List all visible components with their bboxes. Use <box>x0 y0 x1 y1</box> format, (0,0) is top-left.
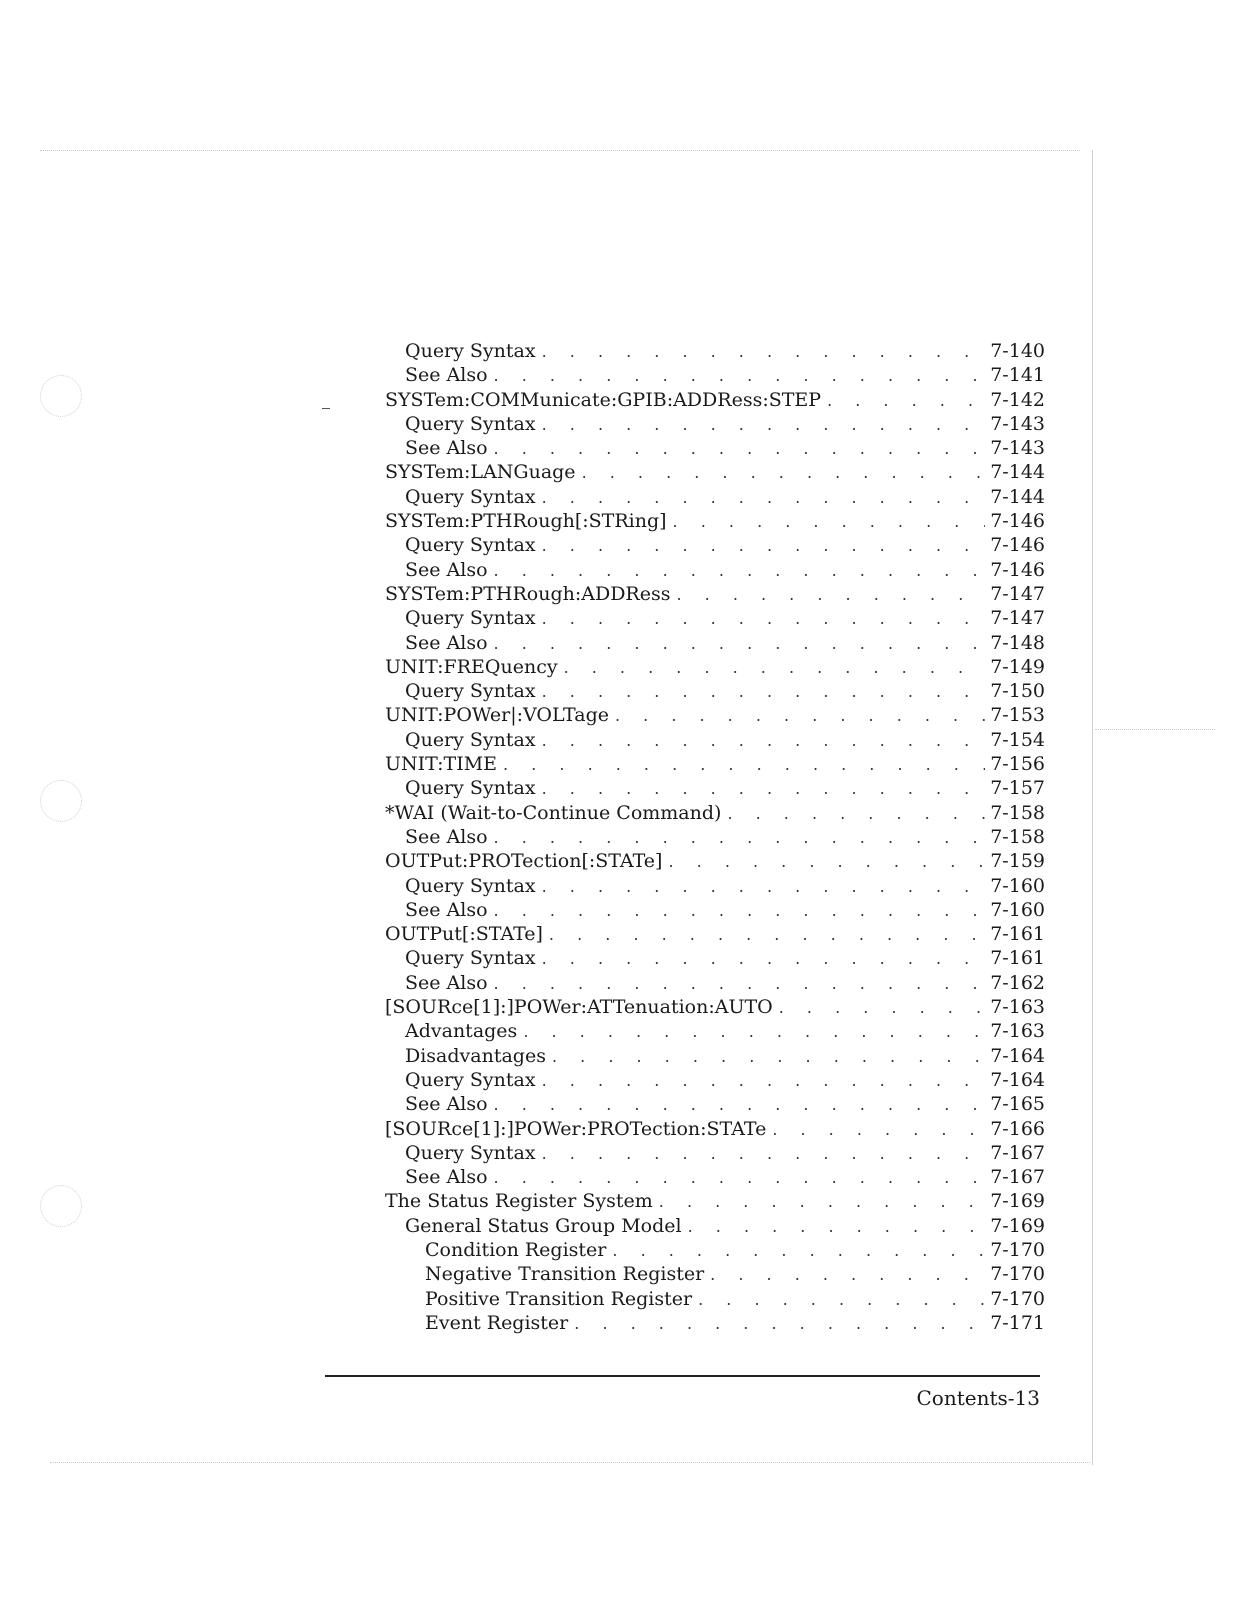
toc-dot-leader <box>549 923 985 947</box>
toc-entry-page: 7-147 <box>990 582 1045 605</box>
toc-entry-title: Disadvantages <box>405 1044 546 1067</box>
toc-entry[interactable] <box>385 874 1045 898</box>
toc-entry-title: UNIT:POWer|:VOLTage <box>385 704 609 727</box>
toc-entry[interactable] <box>385 388 1045 412</box>
scan-side-tick <box>1095 729 1215 730</box>
toc-entry-title: Query Syntax <box>405 680 536 703</box>
toc-entry-page: 7-141 <box>990 364 1045 387</box>
toc-entry-page: 7-159 <box>990 850 1045 873</box>
toc-dot-leader <box>542 777 985 801</box>
toc-entry[interactable] <box>385 825 1045 849</box>
toc-entry-page: 7-143 <box>990 437 1045 460</box>
toc-entry-title: UNIT:FREQuency <box>385 655 558 678</box>
toc-entry-page: 7-149 <box>990 655 1045 678</box>
toc-entry[interactable] <box>385 776 1045 800</box>
toc-dot-leader <box>668 850 985 874</box>
toc-entry-title: See Also <box>405 825 488 848</box>
toc-dot-leader <box>582 461 985 485</box>
toc-entry-page: 7-166 <box>990 1117 1045 1140</box>
toc-entry-title: See Also <box>405 437 488 460</box>
toc-entry[interactable] <box>385 1189 1045 1213</box>
punch-hole-icon <box>40 780 82 822</box>
toc-entry-title: General Status Group Model <box>405 1214 682 1237</box>
toc-entry-title: Positive Transition Register <box>425 1287 693 1310</box>
toc-dot-leader <box>552 1045 985 1069</box>
toc-entry[interactable] <box>385 849 1045 873</box>
toc-dot-leader <box>542 947 985 971</box>
toc-dot-leader <box>542 680 985 704</box>
toc-dot-leader <box>542 534 985 558</box>
toc-entry[interactable] <box>385 533 1045 557</box>
toc-entry-title: OUTPut:PROTection[:STATe] <box>385 850 663 873</box>
toc-entry[interactable] <box>385 728 1045 752</box>
toc-dot-leader <box>542 1069 985 1093</box>
toc-dot-leader <box>494 437 985 461</box>
toc-dot-leader <box>710 1263 985 1287</box>
toc-entry[interactable] <box>385 679 1045 703</box>
toc-entry[interactable] <box>385 509 1045 533</box>
toc-dot-leader <box>494 632 985 656</box>
toc-entry[interactable] <box>385 703 1045 727</box>
scan-page-edge-bottom <box>50 1462 1090 1463</box>
toc-entry-title: See Also <box>405 364 488 387</box>
toc-entry[interactable] <box>385 436 1045 460</box>
toc-entry[interactable] <box>385 655 1045 679</box>
toc-dot-leader <box>494 972 985 996</box>
toc-dot-leader <box>542 1142 985 1166</box>
toc-entry-page: 7-169 <box>990 1190 1045 1213</box>
toc-entry-page: 7-160 <box>990 898 1045 921</box>
toc-entry-page: 7-162 <box>990 971 1045 994</box>
toc-entry-title: Query Syntax <box>405 874 536 897</box>
toc-entry-title: [SOURce[1]:]POWer:PROTection:STATe <box>385 1117 767 1140</box>
toc-dot-leader <box>542 875 985 899</box>
toc-entry[interactable] <box>385 412 1045 436</box>
toc-entry-title: Query Syntax <box>405 412 536 435</box>
toc-entry-page: 7-167 <box>990 1166 1045 1189</box>
toc-dot-leader <box>542 607 985 631</box>
toc-dot-leader <box>494 364 985 388</box>
toc-entry[interactable] <box>385 485 1045 509</box>
toc-entry-title: Query Syntax <box>405 534 536 557</box>
page-number: Contents-13 <box>916 1386 1040 1410</box>
toc-entry-title: Query Syntax <box>405 1141 536 1164</box>
toc-entry-page: 7-160 <box>990 874 1045 897</box>
toc-entry[interactable] <box>385 582 1045 606</box>
toc-dot-leader <box>542 486 985 510</box>
toc-entry-title: Query Syntax <box>405 777 536 800</box>
toc-entry[interactable] <box>385 1019 1045 1043</box>
toc-entry-page: 7-146 <box>990 510 1045 533</box>
punch-hole-icon <box>40 375 82 417</box>
toc-entry-page: 7-142 <box>990 388 1045 411</box>
toc-entry-page: 7-164 <box>990 1068 1045 1091</box>
toc-entry[interactable] <box>385 1068 1045 1092</box>
toc-entry-page: 7-165 <box>990 1093 1045 1116</box>
toc-entry-title: Query Syntax <box>405 607 536 630</box>
toc-entry-title: The Status Register System <box>385 1190 653 1213</box>
toc-entry[interactable] <box>385 801 1045 825</box>
toc-entry[interactable] <box>385 1287 1045 1311</box>
table-of-contents <box>385 339 1045 1335</box>
toc-entry-title: UNIT:TIME <box>385 753 498 776</box>
toc-entry[interactable] <box>385 946 1045 970</box>
toc-entry[interactable] <box>385 1311 1045 1335</box>
toc-entry-page: 7-144 <box>990 461 1045 484</box>
toc-entry-page: 7-158 <box>990 825 1045 848</box>
toc-dot-leader <box>542 413 985 437</box>
toc-entry-page: 7-153 <box>990 704 1045 727</box>
toc-entry-title: SYSTem:COMMunicate:GPIB:ADDRess:STEP <box>385 388 822 411</box>
toc-entry-title: Query Syntax <box>405 340 536 362</box>
toc-dot-leader <box>688 1215 985 1239</box>
toc-dot-leader <box>494 559 985 583</box>
punch-hole-icon <box>40 1185 82 1227</box>
toc-entry[interactable] <box>385 558 1045 582</box>
toc-entry-page: 7-158 <box>990 801 1045 824</box>
toc-entry[interactable] <box>385 995 1045 1019</box>
toc-entry[interactable] <box>385 971 1045 995</box>
toc-entry-page: 7-157 <box>990 777 1045 800</box>
toc-entry-title: See Also <box>405 631 488 654</box>
toc-entry-title: *WAI (Wait-to-Continue Command) <box>385 801 722 824</box>
toc-entry-title: SYSTem:PTHRough:ADDRess <box>385 582 671 605</box>
toc-dot-leader <box>494 899 985 923</box>
toc-entry-page: 7-161 <box>990 923 1045 946</box>
toc-entry[interactable] <box>385 1141 1045 1165</box>
toc-entry-page: 7-148 <box>990 631 1045 654</box>
toc-dot-leader <box>542 340 985 364</box>
toc-dot-leader <box>503 753 985 777</box>
toc-dot-leader <box>779 996 985 1020</box>
scan-page-edge-top <box>40 150 1080 151</box>
toc-entry-title: Query Syntax <box>405 1068 536 1091</box>
toc-dot-leader <box>494 826 985 850</box>
toc-entry-title: See Also <box>405 898 488 921</box>
toc-entry-page: 7-161 <box>990 947 1045 970</box>
toc-entry-page: 7-171 <box>990 1311 1045 1334</box>
toc-entry[interactable] <box>385 631 1045 655</box>
toc-entry-page: 7-146 <box>990 534 1045 557</box>
toc-entry[interactable] <box>385 898 1045 922</box>
toc-entry-page: 7-170 <box>990 1238 1045 1261</box>
toc-dot-leader <box>659 1190 985 1214</box>
toc-entry-page: 7-167 <box>990 1141 1045 1164</box>
toc-entry-title: Query Syntax <box>405 728 536 751</box>
toc-entry[interactable] <box>385 1165 1045 1189</box>
toc-entry[interactable] <box>385 922 1045 946</box>
toc-entry-page: 7-147 <box>990 607 1045 630</box>
toc-dot-leader <box>612 1239 985 1263</box>
toc-entry-title: Query Syntax <box>405 485 536 508</box>
toc-dot-leader <box>673 510 985 534</box>
toc-entry-title: Query Syntax <box>405 947 536 970</box>
toc-entry-title: Negative Transition Register <box>425 1263 705 1286</box>
toc-entry-page: 7-154 <box>990 728 1045 751</box>
toc-dot-leader <box>523 1020 985 1044</box>
stray-mark <box>322 408 330 409</box>
toc-entry[interactable] <box>385 752 1045 776</box>
scan-page-edge-right <box>1092 150 1093 1465</box>
toc-entry-page: 7-163 <box>990 1020 1045 1043</box>
toc-dot-leader <box>827 389 985 413</box>
toc-entry-title: Event Register <box>425 1311 569 1334</box>
toc-dot-leader <box>564 656 985 680</box>
toc-entry[interactable] <box>385 1262 1045 1286</box>
toc-dot-leader <box>676 583 985 607</box>
toc-entry-title: [SOURce[1]:]POWer:ATTenuation:AUTO <box>385 996 773 1019</box>
toc-dot-leader <box>542 729 985 753</box>
footer-rule <box>325 1375 1040 1377</box>
toc-entry-title: See Also <box>405 1093 488 1116</box>
toc-entry-title: See Also <box>405 971 488 994</box>
toc-entry[interactable] <box>385 1214 1045 1238</box>
toc-entry-page: 7-156 <box>990 753 1045 776</box>
toc-entry-page: 7-169 <box>990 1214 1045 1237</box>
toc-entry-page: 7-140 <box>990 340 1045 362</box>
toc-entry-page: 7-150 <box>990 680 1045 703</box>
toc-dot-leader <box>494 1093 985 1117</box>
toc-entry[interactable] <box>385 1238 1045 1262</box>
toc-dot-leader <box>727 802 985 826</box>
toc-entry-page: 7-146 <box>990 558 1045 581</box>
toc-entry-title: Advantages <box>405 1020 518 1043</box>
toc-entry-title: See Also <box>405 558 488 581</box>
toc-entry-page: 7-144 <box>990 485 1045 508</box>
toc-entry-page: 7-170 <box>990 1263 1045 1286</box>
toc-entry[interactable] <box>385 1117 1045 1141</box>
toc-entry-title: OUTPut[:STATe] <box>385 923 543 946</box>
toc-entry[interactable] <box>385 606 1045 630</box>
toc-entry-page: 7-143 <box>990 412 1045 435</box>
toc-entry[interactable] <box>385 363 1045 387</box>
toc-entry[interactable] <box>385 339 1045 363</box>
toc-entry-page: 7-163 <box>990 996 1045 1019</box>
toc-entry-title: Condition Register <box>425 1238 607 1261</box>
toc-entry-page: 7-164 <box>990 1044 1045 1067</box>
toc-entry-title: SYSTem:PTHRough[:STRing] <box>385 510 667 533</box>
toc-entry-title: SYSTem:LANGuage <box>385 461 576 484</box>
toc-entry-title: See Also <box>405 1166 488 1189</box>
toc-entry[interactable] <box>385 1092 1045 1116</box>
toc-entry-page: 7-170 <box>990 1287 1045 1310</box>
toc-dot-leader <box>772 1118 985 1142</box>
toc-dot-leader <box>574 1312 985 1336</box>
toc-dot-leader <box>698 1288 985 1312</box>
toc-dot-leader <box>494 1166 985 1190</box>
toc-dot-leader <box>615 704 985 728</box>
toc-entry[interactable] <box>385 1044 1045 1068</box>
toc-entry[interactable] <box>385 460 1045 484</box>
